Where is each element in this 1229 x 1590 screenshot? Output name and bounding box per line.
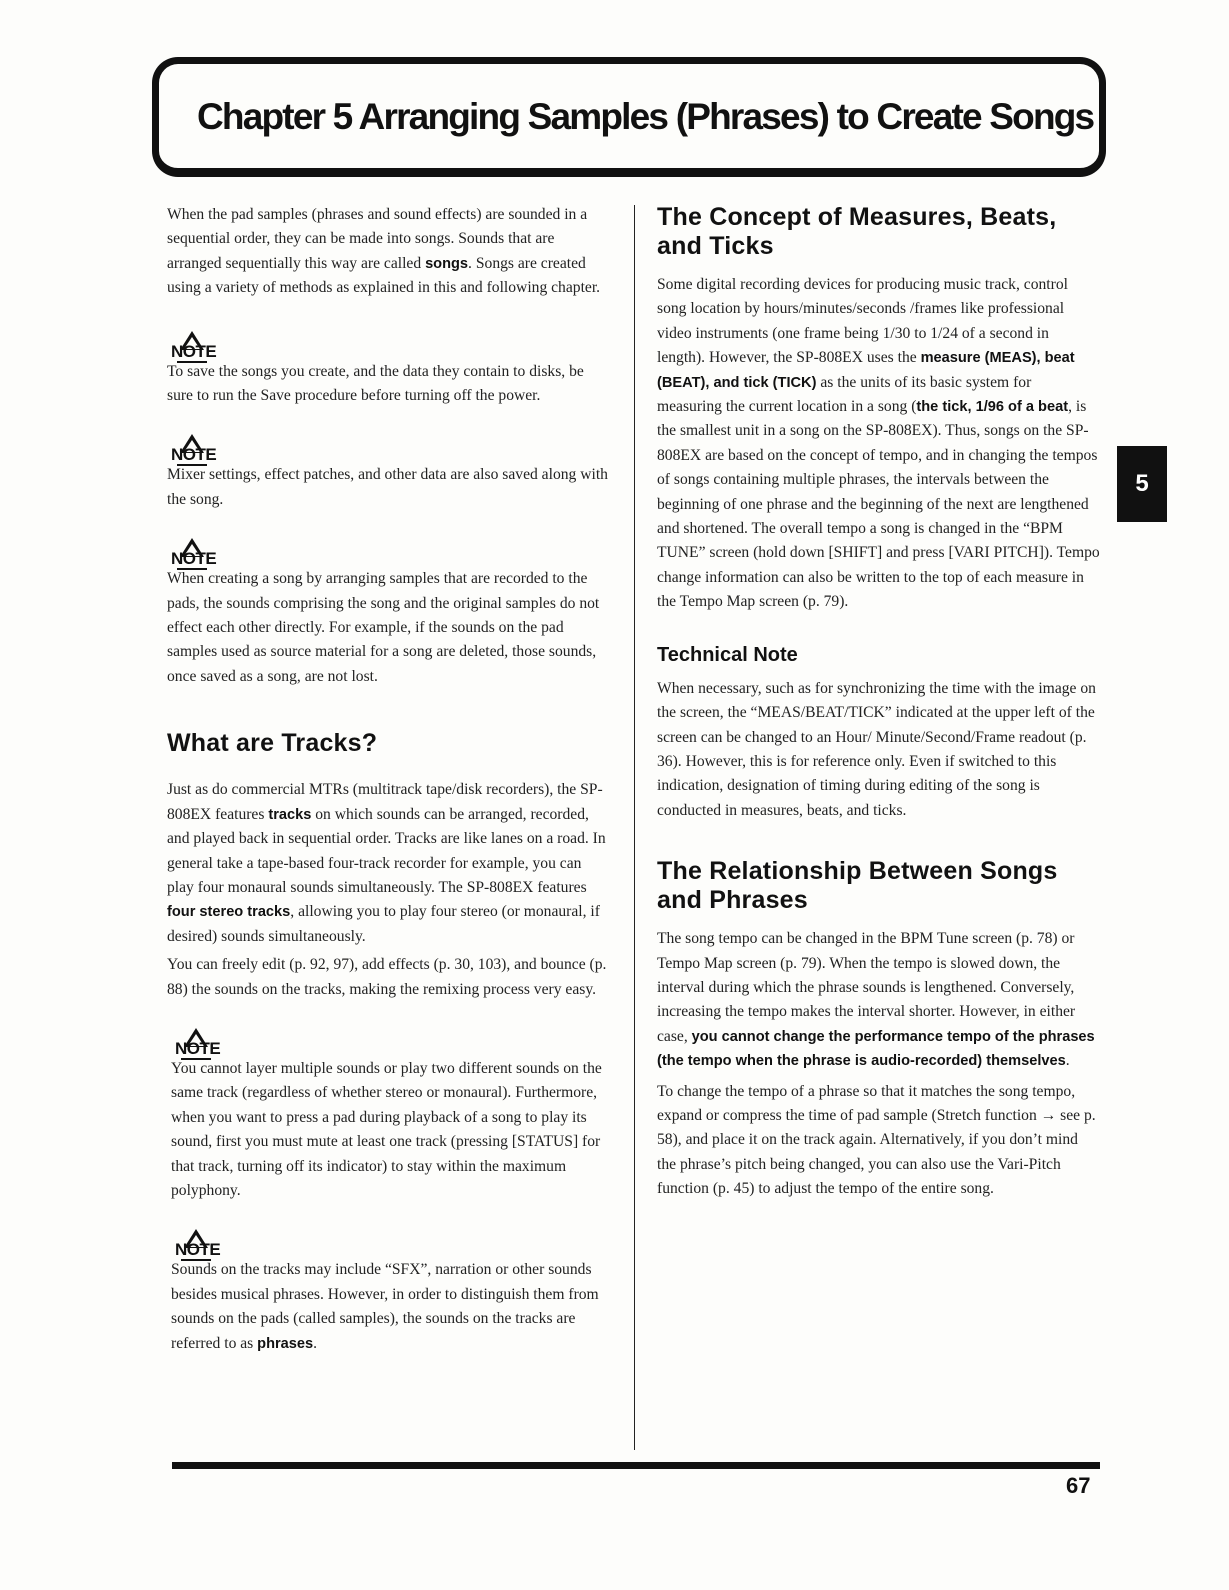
chapter-tab [1117,446,1167,522]
note-icon: NOTE [171,1028,227,1060]
technical-note-heading: Technical Note [657,643,798,666]
tracks-edit-paragraph: You can freely edit (p. 92, 97), add effects (p. 30, 103), and bounce (p. 88) the sounds on the tracks, making the remixing process very easy. [167,956,607,998]
column-divider [634,205,635,1450]
footer-rule [172,1462,1100,1469]
note-icon: NOTE [167,331,223,363]
technical-note-paragraph: When necessary, such as for synchronizing the time with the image on the screen, the “MEAS/BEAT/TICK” indicated at the upper left of the screen can be changed to an Hour/ Minute/Second/Frame readout (p. 36). However, this is for reference only. Even if switched to this indication, designation of timing during editing of the song is conducted in measures, beats, and ticks. [657,679,1096,819]
note-phrases: Sounds on the tracks may include “SFX”, narration or other sounds besides musical phrases. However, in order to distinguish them from sounds on the pads (called samples), the sounds on the tracks are referred to as phrases. [171,1261,599,1352]
intro-paragraph: When the pad samples (phrases and sound effects) are sounded in a sequential order, they can be made into songs. Sounds that are arranged sequentially this way are called songs. Songs are created using a variety of methods as explained in this and following chapter. [167,206,601,297]
page-number: 67 [1066,1473,1091,1498]
note-layer-sounds: You cannot layer multiple sounds or play two different sounds on the same track (regardless of whether stereo or monaural). Furthermore, when you want to press a pad during playback of a song to play its sound, first you must mute at least one track (pressing [STATUS] for that track, turning off its indicator) to stay within the maximum polyphony. [171,1059,602,1199]
note-save-songs: To save the songs you create, and the data they contain to disks, be sure to run the Save procedure before turning off the power. [167,362,584,405]
chapter-title: Chapter 5 Arranging Samples (Phrases) to Create Songs [197,96,1094,137]
tracks-paragraph: Just as do commercial MTRs (multitrack tape/disk recorders), the SP-808EX features tracks on which sounds can be arranged, recorded, and played back in sequential order. Tracks are like lanes on a road. In general take a tape-based four-track recorder for example, you can play four monaural sounds simultaneously. The SP-808EX features four stereo tracks, allowing you to play four stereo (or monaural, if desired) sounds simultaneously. [167,781,606,945]
right-column [657,203,1100,1202]
concept-heading: The Concept of Measures, Beats, and Ticks [657,203,1057,260]
note-icon: NOTE [167,434,223,466]
note-mixer-settings: Mixer settings, effect patches, and other data are also saved along with the song. [167,466,608,508]
relationship-tempo-paragraph: To change the tempo of a phrase so that it matches the song tempo, expand or compress the time of pad sample (Stretch function → see p. 58), and place it on the track again. Alternatively, if you don’t mind the phrase’s pitch being changed, you can also use the Vari-Pitch function (p. 45) to adjust the tempo of the entire song. [657,1082,1096,1198]
note-icon: NOTE [167,538,223,570]
relationship-paragraph: The song tempo can be changed in the BPM Tune screen (p. 78) or Tempo Map screen (p. 79). When the tempo is slowed down, the interval during which the phrase sounds is lengthened. Conversely, increasing the tempo makes the interval shorter. However, in either case, you cannot change the performance tempo of the phrases (the tempo when the phrase is audio-recorded) themselves. [657,930,1095,1070]
concept-paragraph: Some digital recording devices for producing music track, control song location by hours/minutes/seconds /frames like professional video instruments (one frame being 1/30 to 1/24 of a second in length). However, the SP-808EX uses the measure (MEAS), beat (BEAT), and tick (TICK) as the units of its basic system for measuring the current location in a song (the tick, 1/96 of a beat, is the smallest unit in a song on the SP-808EX). Thus, songs on the SP-808EX are based on the concept of tempo, and in changing the tempos of songs containing multiple phrases, the intervals between the beginning of one phrase and the beginning of the next are lengthened and shortened. The overall tempo a song is changed in the “BPM TUNE” screen (hold down [SHIFT] and press [VARI PITCH]). Tempo change information can also be written to the top of each measure in the Tempo Map screen (p. 79). [657,276,1100,611]
note-arranging-samples: When creating a song by arranging samples that are recorded to the pads, the sounds comprising the song and the original samples do not effect each other directly. For example, if the sounds on the pad samples used as source material for a song are deleted, those sounds, once saved as a song, are not lost. [167,570,600,685]
chapter-tab-number: 5 [1135,470,1149,497]
relationship-heading: The Relationship Between Songs and Phrases [657,857,1058,915]
left-column [167,203,612,1356]
note-icon: NOTE [171,1229,227,1261]
tracks-heading: What are Tracks? [167,729,378,758]
